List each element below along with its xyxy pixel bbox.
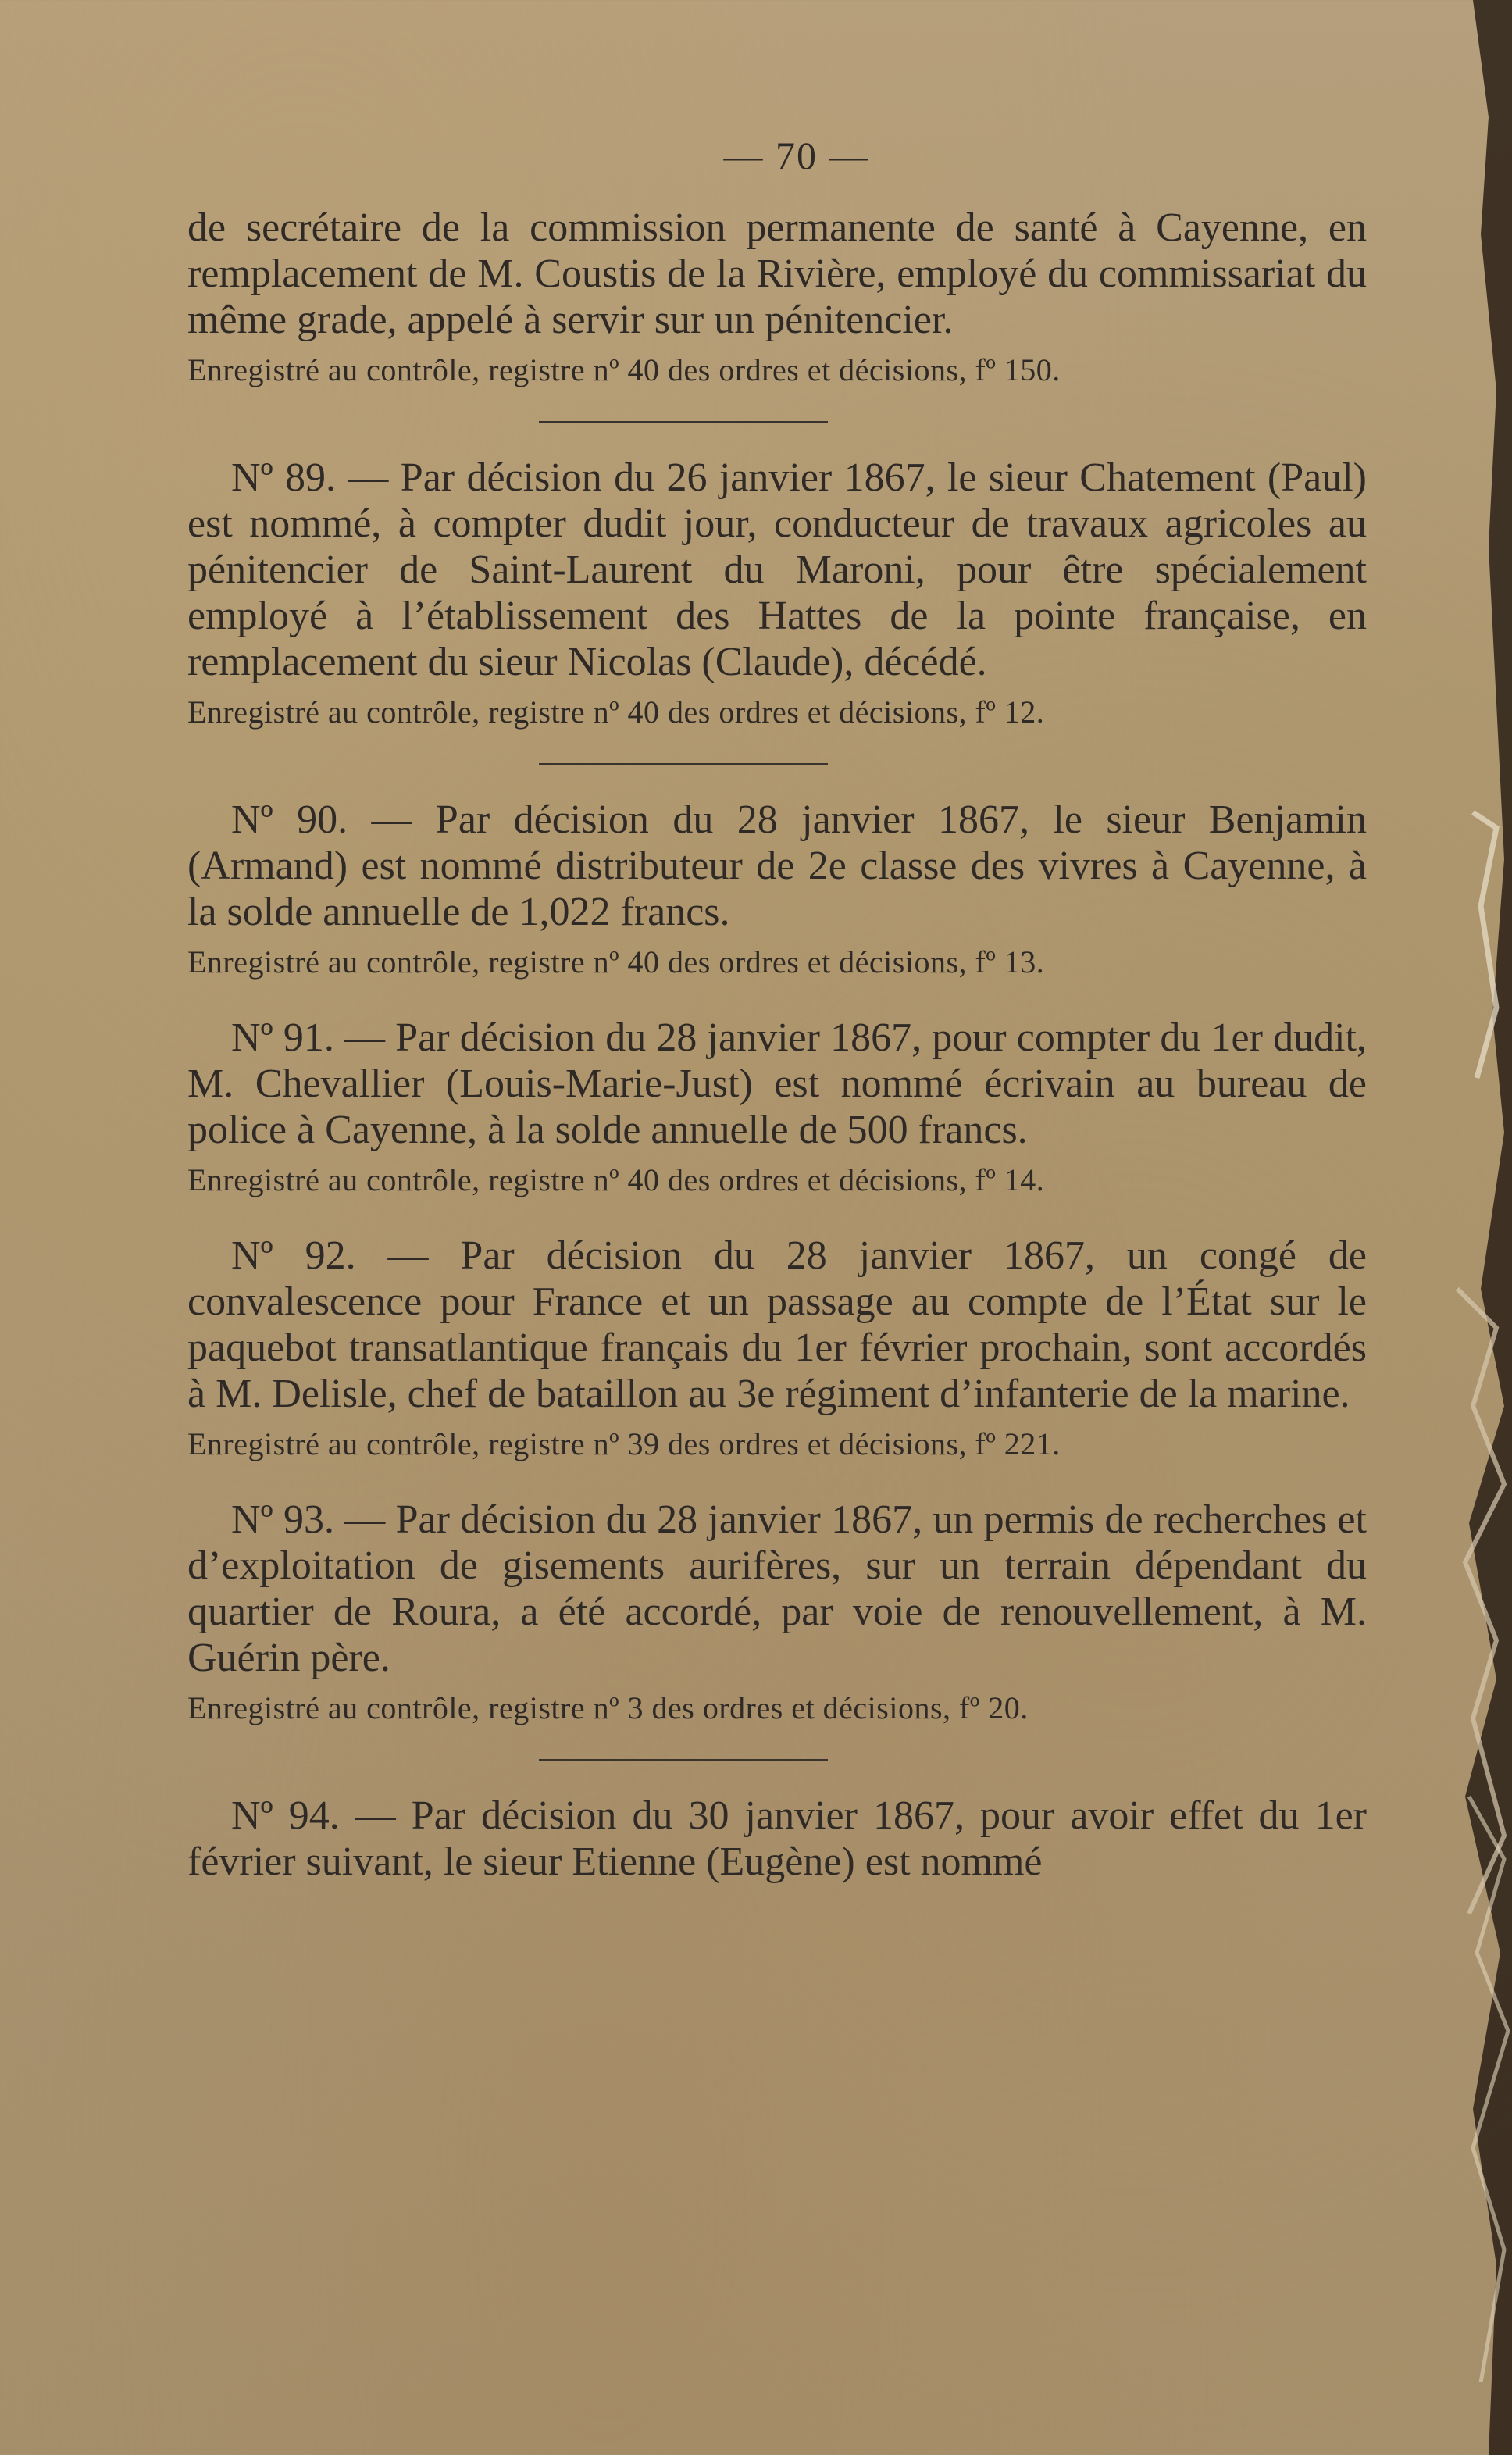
- page-number: — 70 —: [723, 134, 870, 177]
- decision-text: Nº 90. — Par décision du 28 janvier 1867, le sieur Benjamin (Armand) est nommé distributeur de 2e classe des vivres à Cayenne, à la solde annuelle de 1,022 francs.: [187, 798, 1367, 934]
- decision-entry-94: [187, 1793, 1367, 1885]
- document-body: [187, 205, 1367, 1885]
- separator-rule: [539, 763, 828, 765]
- intro-registration: Enregistré au contrôle, registre nº 40 des ordres et décisions, fº 150.: [187, 352, 1061, 387]
- decision-text: Nº 91. — Par décision du 28 janvier 1867, pour compter du 1er dudit, M. Chevallier (Louis-Marie-Just) est nommé écrivain au bureau de police à Cayenne, à la solde annuelle de 500 francs.: [187, 1015, 1367, 1152]
- torn-page-edge: [1379, 0, 1512, 2455]
- decision-registration: Enregistré au contrôle, registre nº 39 des ordres et décisions, fº 221.: [187, 1426, 1061, 1461]
- intro-paragraph: de secrétaire de la commission permanente de santé à Cayenne, en remplacement de M. Coustis de la Rivière, employé du commissariat du même grade, appelé à servir sur un pénitencier.: [187, 205, 1367, 342]
- decision-entry-89: [187, 455, 1367, 732]
- decision-entry-93: [187, 1497, 1367, 1728]
- decision-entry-90: [187, 797, 1367, 982]
- decision-registration: Enregistré au contrôle, registre nº 40 des ordres et décisions, fº 13.: [187, 944, 1045, 980]
- separator-rule: [539, 1759, 828, 1761]
- decision-text: Nº 89. — Par décision du 26 janvier 1867, le sieur Chatement (Paul) est nommé, à compter dudit jour, conducteur de travaux agricoles au pénitencier de Saint-Laurent du Maroni, pour être spécialement employé à l’établissement des Hattes de la pointe française, en remplacement du sieur Nicolas (Claude), décédé.: [187, 455, 1367, 684]
- decision-text: Nº 94. — Par décision du 30 janvier 1867, pour avoir effet du 1er février suivant, le sieur Etienne (Eugène) est nommé: [187, 1793, 1367, 1884]
- decision-text: Nº 93. — Par décision du 28 janvier 1867, un permis de recherches et d’exploitation de gisements aurifères, sur un terrain dépendant du quartier de Roura, a été accordé, par voie de renouvellement, à M. Guérin père.: [187, 1497, 1367, 1680]
- separator-rule: [539, 421, 828, 423]
- decision-entry-91: [187, 1015, 1367, 1200]
- decision-text: Nº 92. — Par décision du 28 janvier 1867, un congé de convalescence pour France et un passage au compte de l’État sur le paquebot transatlantique français du 1er février prochain, sont accordés à M. Delisle, chef de bataillon au 3e régiment d’infanterie de la marine.: [187, 1233, 1367, 1416]
- decision-registration: Enregistré au contrôle, registre nº 3 des ordres et décisions, fº 20.: [187, 1690, 1029, 1725]
- decision-registration: Enregistré au contrôle, registre nº 40 des ordres et décisions, fº 12.: [187, 694, 1045, 730]
- decision-registration: Enregistré au contrôle, registre nº 40 des ordres et décisions, fº 14.: [187, 1162, 1045, 1197]
- decision-entry-92: [187, 1233, 1367, 1464]
